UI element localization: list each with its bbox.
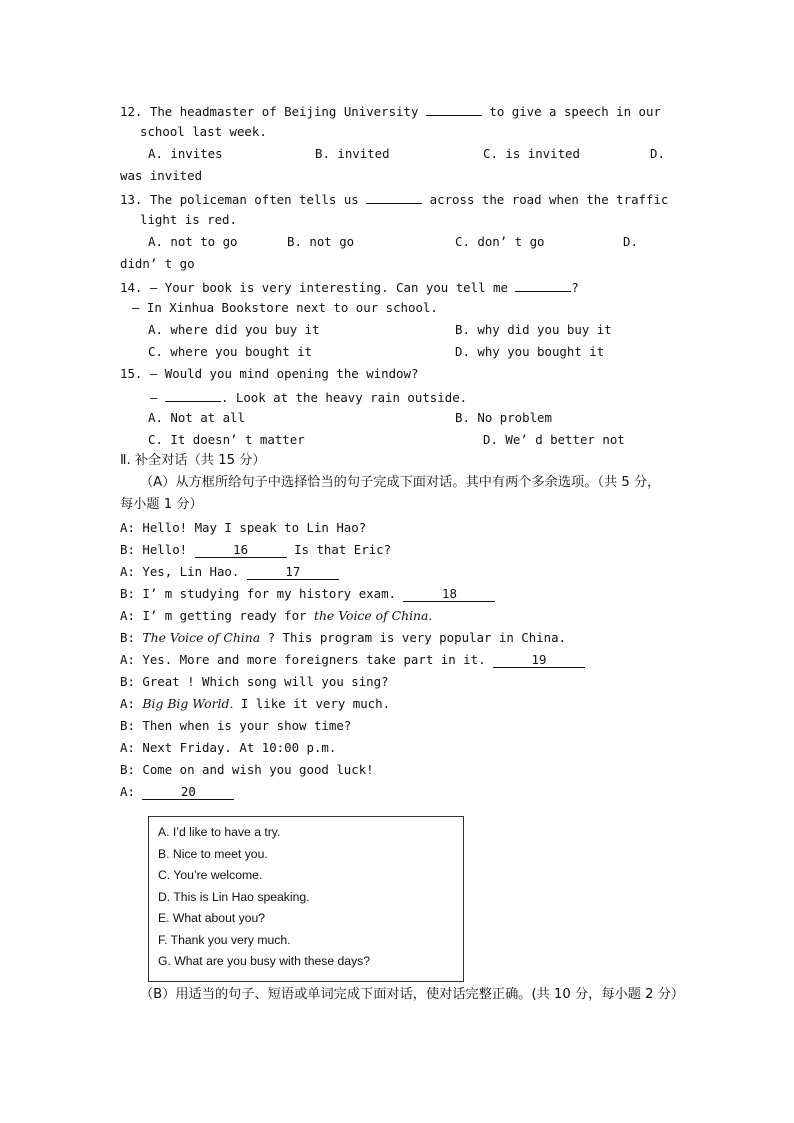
dialogue-line-1: A: Hello! May I speak to Lin Hao? (120, 520, 367, 535)
q12-option-d-label[interactable]: D. (650, 146, 665, 161)
dialogue-line-2: B: Hello! 16 Is that Eric? (120, 542, 392, 557)
q14-option-a[interactable]: A. where did you buy it (148, 322, 320, 337)
q13-stem-cont: light is red. (140, 212, 237, 227)
dialogue-line-9: A: Big Big World. I like it very much. (120, 696, 391, 711)
dialogue-line-4: B: I’ m studying for my history exam. 18 (120, 586, 495, 602)
q15-option-d[interactable]: D. We’ d better not (483, 432, 625, 447)
q12-option-a[interactable]: A. invites (148, 146, 223, 161)
q13-stem: 13. The policeman often tells us across the road when the traffic (120, 192, 669, 207)
q13-option-d-text: didn’ t go (120, 256, 195, 271)
choice-f[interactable]: F. Thank you very much. (158, 933, 291, 947)
q12-stem-cont: school last week. (140, 124, 267, 139)
choice-c[interactable]: C. You’re welcome. (158, 868, 263, 882)
dialogue-line-13: A: 20 (120, 784, 234, 800)
q15-option-b[interactable]: B. No problem (455, 410, 552, 425)
section2-title: Ⅱ. 补全对话（共 15 分） (120, 453, 266, 468)
q12-number: 12. (120, 104, 143, 119)
blank-19[interactable]: 19 (493, 652, 585, 668)
q12-option-b[interactable]: B. invited (315, 146, 390, 161)
dialogue-line-11: A: Next Friday. At 10:00 p.m. (120, 740, 337, 755)
q14-option-d[interactable]: D. why you bought it (455, 344, 605, 359)
q14-stem: 14. – Your book is very interesting. Can you tell me ? (120, 280, 579, 295)
q15-reply: – . Look at the heavy rain outside. (150, 390, 468, 405)
q12-stem: 12. The headmaster of Beijing University to give a speech in our (120, 104, 661, 119)
part-a-instruction-cont: 每小题 1 分） (120, 497, 203, 512)
dialogue-line-10: B: Then when is your show time? (120, 718, 352, 733)
q13-option-a[interactable]: A. not to go (148, 234, 238, 249)
q15-number: 15. (120, 366, 143, 381)
dialogue-line-6: B: The Voice of China ? This program is very popular in China. (120, 630, 567, 645)
q13-option-b[interactable]: B. not go (287, 234, 355, 249)
choice-a[interactable]: A. I’d like to have a try. (158, 825, 281, 839)
choice-e[interactable]: E. What about you? (158, 911, 266, 925)
choice-d[interactable]: D. This is Lin Hao speaking. (158, 890, 310, 904)
part-b-instruction: （B）用适当的句子、短语或单词完成下面对话，使对话完整正确。(共 10 分，每小题 2 分） (140, 987, 685, 1002)
q12-blank[interactable] (426, 102, 482, 116)
dialogue-line-7: A: Yes. More and more foreigners take part in it. 19 (120, 652, 585, 668)
q15-blank[interactable] (165, 388, 221, 402)
q13-option-d-label[interactable]: D. (623, 234, 638, 249)
blank-20[interactable]: 20 (142, 784, 234, 800)
blank-17[interactable]: 17 (247, 564, 339, 580)
dialogue-line-3: A: Yes, Lin Hao. 17 (120, 564, 339, 580)
blank-16[interactable]: 16 (195, 542, 287, 558)
q15-option-a[interactable]: A. Not at all (148, 410, 245, 425)
dialogue-line-12: B: Come on and wish you good luck! (120, 762, 374, 777)
choice-g[interactable]: G. What are you busy with these days? (158, 954, 371, 968)
q14-option-c[interactable]: C. where you bought it (148, 344, 313, 359)
q15-stem: 15. – Would you mind opening the window? (120, 366, 419, 381)
dialogue-line-8: B: Great ! Which song will you sing? (120, 674, 389, 689)
q13-option-c[interactable]: C. don’ t go (455, 234, 545, 249)
q13-number: 13. (120, 192, 143, 207)
q12-option-c[interactable]: C. is invited (483, 146, 580, 161)
blank-18[interactable]: 18 (403, 586, 495, 602)
part-a-instruction: （A）从方框所给句子中选择恰当的句子完成下面对话。其中有两个多余选项。（共 5 分， (140, 475, 661, 490)
choice-b[interactable]: B. Nice to meet you. (158, 847, 268, 861)
q14-blank[interactable] (515, 278, 571, 292)
q14-option-b[interactable]: B. why did you buy it (455, 322, 612, 337)
q13-blank[interactable] (366, 190, 422, 204)
dialogue-line-5: A: I’ m getting ready for the Voice of China. (120, 608, 433, 623)
q14-number: 14. (120, 280, 143, 295)
q12-option-d-text: was invited (120, 168, 203, 183)
q15-option-c[interactable]: C. It doesn’ t matter (148, 432, 305, 447)
q14-reply: – In Xinhua Bookstore next to our school. (132, 300, 438, 315)
